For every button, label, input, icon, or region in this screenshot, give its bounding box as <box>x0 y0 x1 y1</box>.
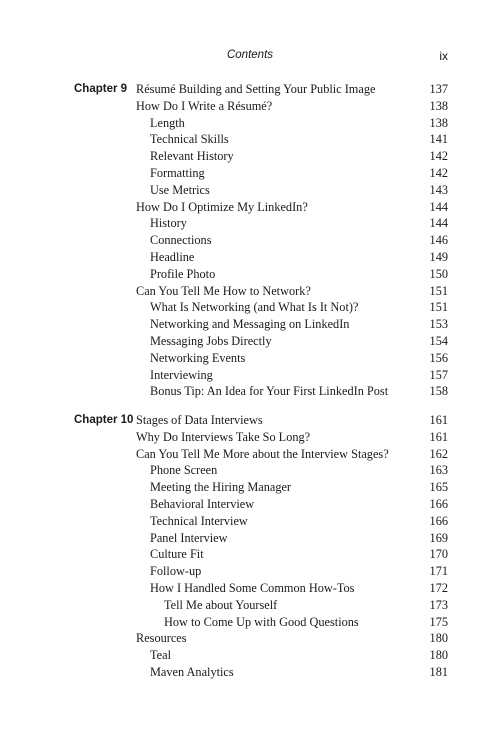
toc-entry[interactable] <box>0 597 500 614</box>
toc-entry-title: Résumé Building and Setting Your Public Image <box>136 82 376 96</box>
toc-entry-page: 146 <box>429 233 448 248</box>
toc-entry-title: Tell Me about Yourself <box>164 597 278 612</box>
toc-entry[interactable] <box>0 367 500 384</box>
toc-entry[interactable] <box>0 350 500 367</box>
toc-entry-title: How Do I Optimize My LinkedIn? <box>136 199 308 214</box>
toc-entry-page: 171 <box>429 564 448 579</box>
toc-entry[interactable] <box>0 131 500 148</box>
toc-entry-title: Panel Interview <box>150 530 228 545</box>
toc-entry-page: 154 <box>429 333 448 348</box>
toc-entry-page: 172 <box>429 580 448 595</box>
toc-entry-title: History <box>150 216 187 231</box>
toc-entry-page: 151 <box>429 283 448 298</box>
toc-entry-page: 138 <box>429 98 448 113</box>
toc-entry-title: Can You Tell Me More about the Interview Stages? <box>136 446 389 461</box>
toc-entry-page: 143 <box>429 182 448 197</box>
toc-entry[interactable] <box>0 647 500 664</box>
toc-entry-title: Use Metrics <box>150 182 210 197</box>
toc-entry[interactable] <box>0 333 500 350</box>
toc-entry-page: 142 <box>429 149 448 164</box>
toc-entries <box>0 412 500 681</box>
toc-entry[interactable] <box>0 412 500 429</box>
toc-entry-title: Resources <box>136 631 187 646</box>
toc-entry[interactable] <box>0 462 500 479</box>
running-header-page-number: ix <box>439 49 448 63</box>
toc-entry[interactable] <box>0 316 500 333</box>
toc-entry-page: 163 <box>429 463 448 478</box>
toc-entry-page: 180 <box>429 648 448 663</box>
toc-entry-title: Teal <box>150 648 171 663</box>
toc-entry[interactable] <box>0 115 500 132</box>
toc-entry-title: Follow-up <box>150 564 202 579</box>
toc-entries <box>0 81 500 400</box>
chapter-label: Chapter 10 <box>74 414 134 426</box>
toc-entry-title: Technical Skills <box>150 132 229 147</box>
toc-entry[interactable] <box>0 249 500 266</box>
toc-entry-page: 138 <box>429 115 448 130</box>
toc-entry[interactable] <box>0 546 500 563</box>
toc-entry-page: 162 <box>429 446 448 461</box>
toc-entry[interactable] <box>0 496 500 513</box>
toc-entry-page: 165 <box>429 480 448 495</box>
toc-entry-title: Technical Interview <box>150 513 248 528</box>
toc-entry-page: 161 <box>429 413 448 427</box>
toc-entry-title: Messaging Jobs Directly <box>150 333 272 348</box>
toc-entry-title: Stages of Data Interviews <box>136 413 263 427</box>
toc-entry-page: 137 <box>429 82 448 96</box>
toc-entry-page: 157 <box>429 367 448 382</box>
toc-entry-title: Connections <box>150 233 212 248</box>
toc-entry-page: 166 <box>429 513 448 528</box>
toc-entry-page: 181 <box>429 664 448 679</box>
toc-entry[interactable] <box>0 429 500 446</box>
toc-entry-page: 156 <box>429 350 448 365</box>
toc-entry[interactable] <box>0 630 500 647</box>
toc-entry[interactable] <box>0 165 500 182</box>
toc-entry[interactable] <box>0 479 500 496</box>
toc-entry-page: 173 <box>429 597 448 612</box>
toc-entry-title: Formatting <box>150 165 205 180</box>
toc-entry-title: What Is Networking (and What Is It Not)? <box>150 300 359 315</box>
toc-entry-page: 166 <box>429 496 448 511</box>
toc-entry-page: 144 <box>429 199 448 214</box>
toc-entry-title: Interviewing <box>150 367 213 382</box>
toc-entry-page: 175 <box>429 614 448 629</box>
toc-entry[interactable] <box>0 664 500 681</box>
toc-entry-title: How to Come Up with Good Questions <box>164 614 359 629</box>
toc-entry-title: Behavioral Interview <box>150 496 255 511</box>
chapter-label: Chapter 9 <box>74 83 128 95</box>
toc-entry-title: Culture Fit <box>150 547 204 562</box>
toc-entry-title: Meeting the Hiring Manager <box>150 480 292 495</box>
toc-entry-page: 142 <box>429 165 448 180</box>
toc-entry[interactable] <box>0 446 500 463</box>
toc-entry-page: 161 <box>429 429 448 444</box>
running-header-title: Contents <box>226 49 274 61</box>
toc-entry[interactable] <box>0 182 500 199</box>
toc-entry[interactable] <box>0 283 500 300</box>
toc-entry[interactable] <box>0 232 500 249</box>
toc-entry-title: Why Do Interviews Take So Long? <box>136 429 311 444</box>
toc-entry-title: Maven Analytics <box>150 664 234 679</box>
toc-entry[interactable] <box>0 530 500 547</box>
toc-entry-title: Length <box>150 115 185 130</box>
toc-entry[interactable] <box>0 199 500 216</box>
toc-entry-title: How I Handled Some Common How-Tos <box>150 580 355 595</box>
toc-entry[interactable] <box>0 148 500 165</box>
toc-entry[interactable] <box>0 580 500 597</box>
toc-entry[interactable] <box>0 299 500 316</box>
toc-entry-title: Can You Tell Me How to Network? <box>136 283 311 298</box>
toc-entry-title: Bonus Tip: An Idea for Your First LinkedIn Post <box>150 384 389 399</box>
toc-entry-title: Networking Events <box>150 350 246 365</box>
toc-entry[interactable] <box>0 513 500 530</box>
toc-entry-title: Networking and Messaging on LinkedIn <box>150 317 350 332</box>
toc-entry[interactable] <box>0 81 500 98</box>
toc-entry-page: 158 <box>429 384 448 399</box>
toc-entry-page: 141 <box>429 132 448 147</box>
toc-entry-page: 169 <box>429 530 448 545</box>
toc-entry-page: 150 <box>429 266 448 281</box>
toc-entry-title: Phone Screen <box>150 463 218 478</box>
toc-entry[interactable] <box>0 383 500 400</box>
toc-entry-page: 149 <box>429 249 448 264</box>
toc-entry-title: Headline <box>150 249 195 264</box>
toc-entry-title: How Do I Write a Résumé? <box>136 98 273 113</box>
toc-entry[interactable] <box>0 614 500 631</box>
toc-entry-title: Relevant History <box>150 149 234 164</box>
toc-entry[interactable] <box>0 266 500 283</box>
toc-entry-page: 144 <box>429 216 448 231</box>
toc-entry[interactable] <box>0 98 500 115</box>
toc-entry-page: 151 <box>429 300 448 315</box>
toc-entry[interactable] <box>0 563 500 580</box>
toc-entry-page: 180 <box>429 631 448 646</box>
toc-entry[interactable] <box>0 215 500 232</box>
toc-entry-title: Profile Photo <box>150 266 216 281</box>
toc-entry-page: 170 <box>429 547 448 562</box>
toc-entry-page: 153 <box>429 317 448 332</box>
